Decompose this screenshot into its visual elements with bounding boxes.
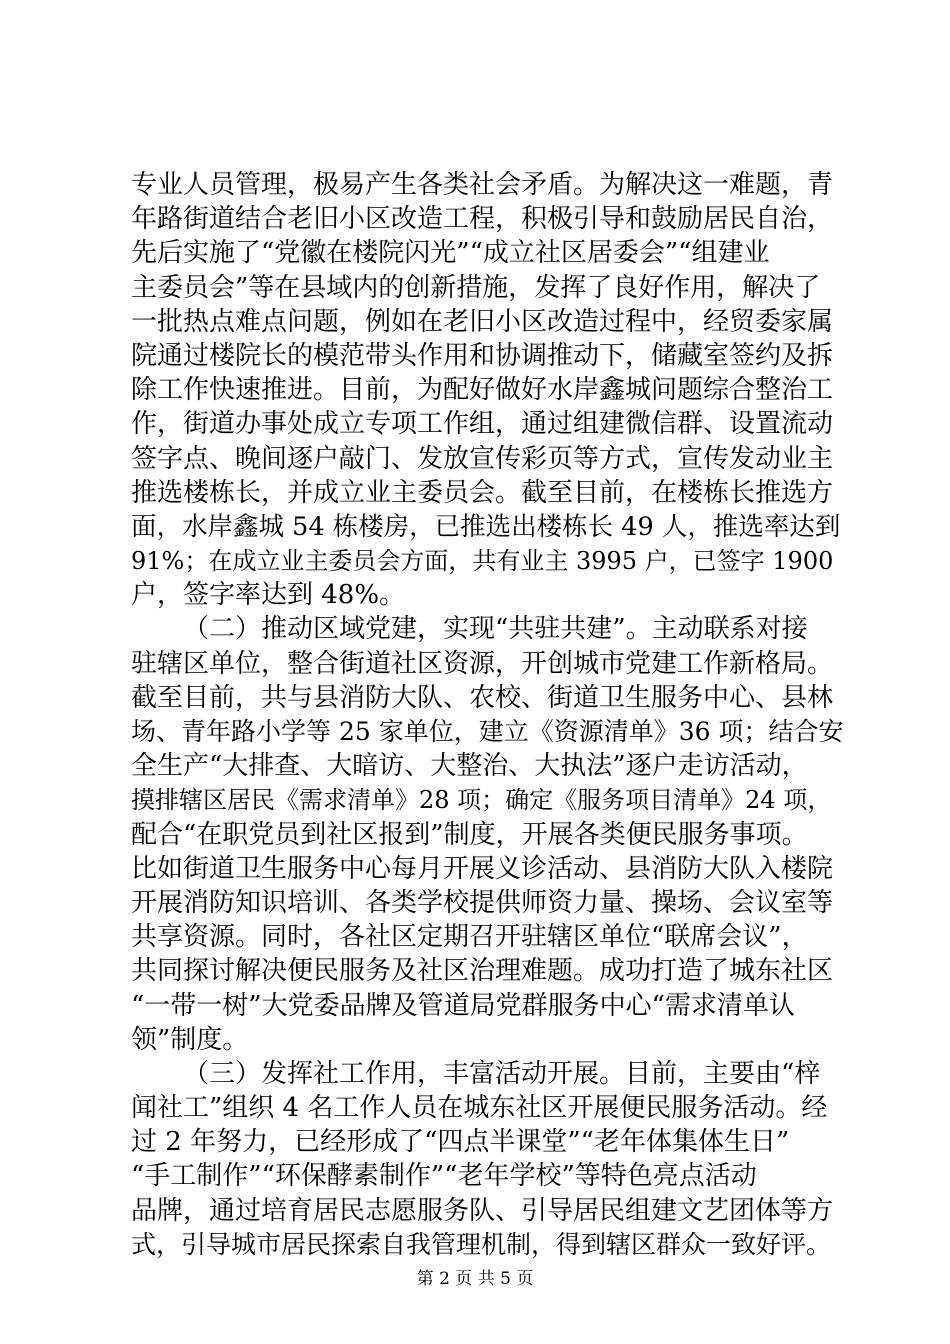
- text-line: 场、青年路小学等 25 家单位，建立《资源清单》36 项；结合安: [131, 717, 844, 746]
- page-footer: 第 2 页 共 5 页: [416, 1269, 534, 1289]
- document-body: [131, 168, 843, 1262]
- text-line: 比如街道卫生服务中心每月开展义诊活动、县消防大队入楼院: [131, 853, 834, 884]
- text-line: 品牌，通过培育居民志愿服务队、引导居民组建文艺团体等方: [131, 1195, 834, 1226]
- text-line: 驻辖区单位，整合街道社区资源，开创城市党建工作新格局。: [131, 648, 834, 679]
- paragraph-first-line: （二）推动区域党建，实现“共驻共建”。主动联系对接: [183, 614, 808, 645]
- text-line: 推选楼栋长，并成立业主委员会。截至目前，在楼栋长推选方: [131, 477, 834, 508]
- text-line: “一带一树”大党委品牌及管道局党群服务中心“需求清单认: [131, 990, 795, 1021]
- text-line: 年路街道结合老旧小区改造工程，积极引导和鼓励居民自治，: [131, 204, 834, 235]
- text-line: 先后实施了“党徽在楼院闪光”“成立社区居委会”“组建业: [131, 238, 770, 269]
- text-line: 户，签字率达到 48%。: [131, 580, 406, 611]
- text-line: 配合“在职党员到社区报到”制度，开展各类便民服务事项。: [131, 819, 808, 850]
- text-line: 面，水岸鑫城 54 栋楼房，已推选出楼栋长 49 人，推选率达到: [131, 511, 841, 542]
- text-line: 全生产“大排查、大暗访、大整治、大执法”逐户走访活动，: [131, 751, 808, 782]
- text-line: 院通过楼院长的模范带头作用和协调推动下，储藏室签约及拆: [131, 340, 834, 371]
- text-line: 主委员会”等在县域内的创新措施，发挥了良好作用，解决了: [131, 272, 821, 303]
- text-line: 91%；在成立业主委员会方面，共有业主 3995 户，已签字 1900: [131, 547, 834, 576]
- text-line: 领”制度。: [131, 1024, 249, 1055]
- text-line: 共同探讨解决便民服务及社区治理难题。成功打造了城东社区: [131, 956, 834, 987]
- text-line: 签字点、晚间逐户敲门、发放宣传彩页等方式，宣传发动业主: [131, 443, 834, 474]
- text-line: 专业人员管理，极易产生各类社会矛盾。为解决这一难题，青: [131, 170, 834, 200]
- text-line: 截至目前，共与县消防大队、农校、街道卫生服务中心、县林: [131, 682, 834, 713]
- text-line: 一批热点难点问题，例如在老旧小区改造过程中，经贸委家属: [131, 306, 834, 337]
- text-line: 摸排辖区居民《需求清单》28 项；确定《服务项目清单》24 项，: [131, 786, 832, 815]
- text-line: 除工作快速推进。目前，为配好做好水岸鑫城问题综合整治工: [131, 375, 834, 406]
- text-line: 闻社工”组织 4 名工作人员在城东社区开展便民服务活动。经: [131, 1093, 828, 1124]
- text-line: 作，街道办事处成立专项工作组，通过组建微信群、设置流动: [131, 409, 834, 440]
- text-line: “手工制作”“环保酵素制作”“老年学校”等特色亮点活动: [131, 1161, 757, 1192]
- text-line: 开展消防知识培训、各类学校提供师资力量、操场、会议室等: [131, 887, 834, 918]
- paragraph-first-line: （三）发挥社工作用，丰富活动开展。目前，主要由“梓: [183, 1058, 821, 1089]
- text-line: 共享资源。同时，各社区定期召开驻辖区单位“联席会议”，: [131, 922, 808, 953]
- text-line: 式，引导城市居民探索自我管理机制，得到辖区群众一致好评。: [131, 1229, 832, 1259]
- text-line: 过 2 年努力，已经形成了“四点半课堂”“老年体集体生日”: [131, 1127, 790, 1158]
